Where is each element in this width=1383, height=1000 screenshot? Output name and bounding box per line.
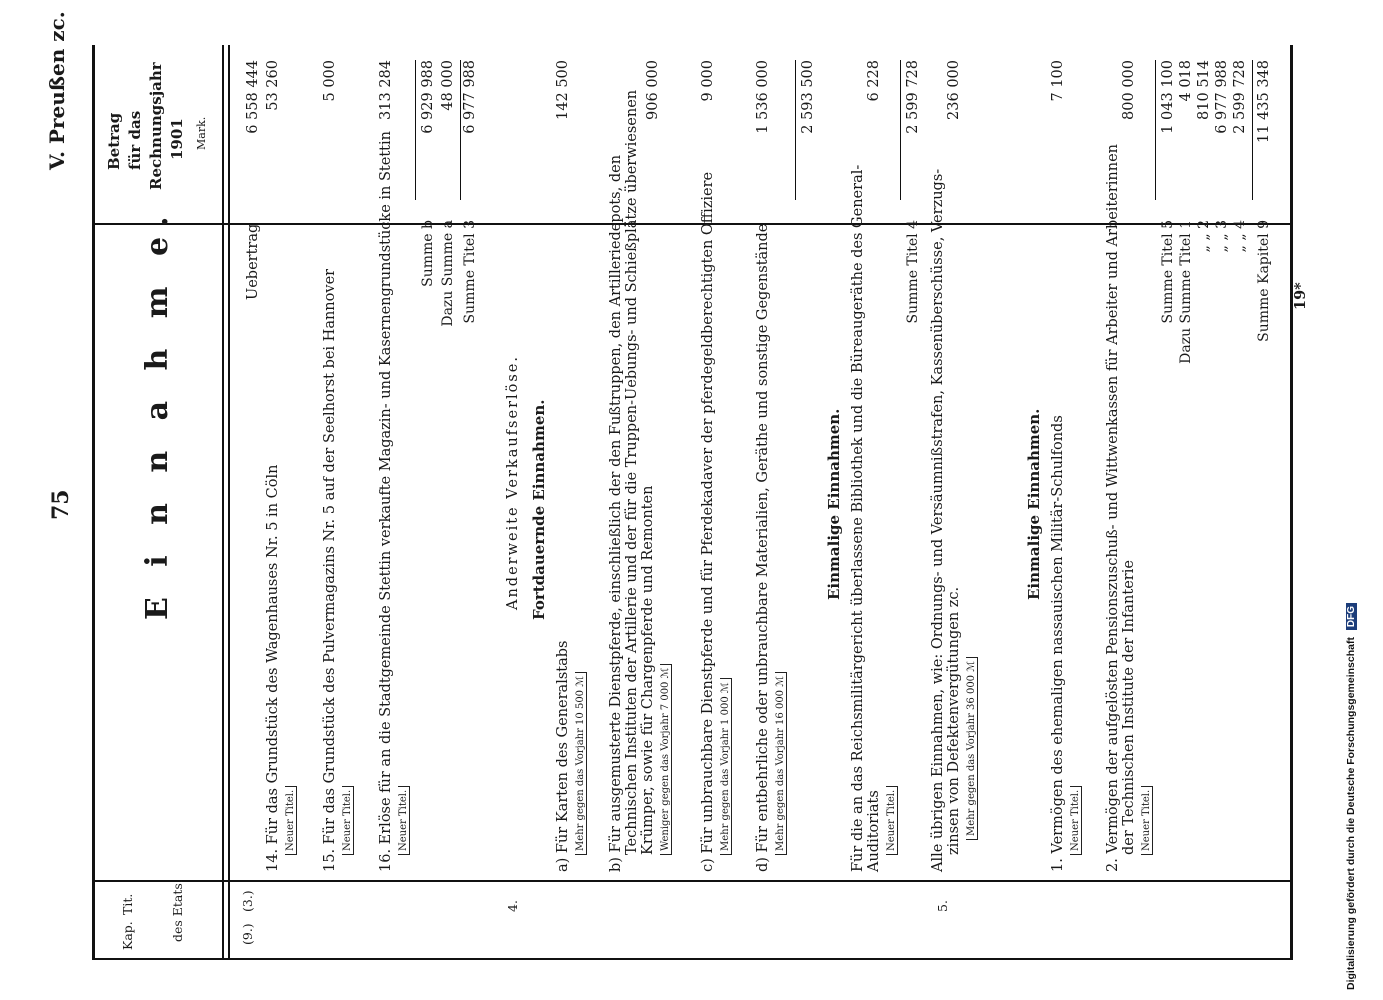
item-4d-label: d) Für entbehrliche oder unbrauchbare Materialien, Geräthe und sonstige Gegenstände (755, 223, 771, 872)
col-betrag: Betrag (105, 112, 123, 170)
row-16-label: 16. Erlöse für an die Stadtgemeinde Stettin verkaufte Magazin- und Kasernengrundstücke in Stettin (378, 131, 394, 872)
sum-rule-1 (415, 60, 416, 200)
section-4-heading: Anderweite Verkaufserlöse. (505, 355, 521, 610)
sum-rule-2 (460, 60, 461, 200)
header-bottom-rule-2 (228, 45, 230, 960)
kap-value: (9.) (240, 923, 255, 945)
section-4-subheading: Fortdauernde Einnahmen. (530, 399, 548, 620)
kap-col-rule (92, 881, 1292, 883)
tit-value: (3.) (240, 890, 255, 912)
section-5-item-2-label-2: der Technischen Institute der Infanterie (1121, 560, 1137, 855)
total-titel-5-label: Summe Titel 5 (1160, 220, 1176, 324)
top-rule (92, 45, 95, 960)
total-titel-3-label: „ „ 3 (1214, 220, 1230, 253)
row-14-note: Neuer Titel. (285, 786, 297, 855)
total-titel-1-label: Dazu Summe Titel 1 (1178, 220, 1194, 364)
uebertrag-label: Uebertrag (245, 223, 261, 300)
item-4c-amount: 9 000 (700, 60, 716, 102)
col-year: 1901 (168, 118, 186, 160)
page-number: 75 (48, 489, 74, 520)
row-15-amount: 5 000 (322, 60, 338, 102)
signature-mark: 19* (1292, 282, 1309, 310)
row-15-note: Neuer Titel. (342, 786, 354, 855)
summe-b-label: Summe b (420, 220, 436, 287)
total-titel-3-amount: 6 977 988 (1214, 60, 1230, 134)
col-des-etats-label: des Etats. (170, 879, 185, 942)
item-4b-label-1: b) Für ausgemusterte Dienstpferde, einschließlich der den Fußtruppen, den Artilleriedepots, den (608, 154, 624, 872)
summe-titel-4-amount: 2 599 728 (905, 60, 921, 134)
section-4-einmalige-label-2: Auditoriats (866, 790, 882, 872)
col-fuer-das: für das (126, 110, 144, 170)
section-5-item-1-label: 1. Vermögen des ehemaligen nassauischen Militär-Schulfonds (1050, 415, 1066, 872)
col-mark: Mark. (195, 116, 208, 150)
row-16-note: Neuer Titel. (398, 786, 410, 855)
section-4-einmalige-note: Neuer Titel. (886, 786, 898, 855)
section-4-einmalige-label-1: Für die an das Reichsmilitärgericht überlassene Bibliothek und die Büreaugeräthe des General- (850, 164, 866, 872)
sum-rule-6 (1252, 60, 1253, 200)
total-titel-5-amount: 1 043 100 (1160, 60, 1176, 134)
bottom-rule (1290, 45, 1293, 960)
col-tit-label: Tit. (120, 893, 135, 915)
row-16-amount: 313 284 (378, 60, 394, 120)
item-4c-label: c) Für unbrauchbare Dienstpferde und für Pferdekadaver der pferdegeldberechtigten Offiziere (700, 171, 716, 872)
item-4a-note: Mehr gegen das Vorjahr 10 500 ℳ (575, 672, 587, 855)
item-4b-label-2: Technischen Instituten der Artillerie und der für die Truppen-Uebungs- und Schießplätze überwiesenen (624, 89, 640, 855)
summe-b-amount: 6 929 988 (420, 60, 436, 134)
total-titel-2-label: „ „ 2 (1196, 220, 1212, 253)
item-4a-label: a) Für Karten des Generalstabs (555, 640, 571, 872)
page-title: E i n n a h m e. (140, 206, 175, 620)
dazu-summe-a-label: Dazu Summe a (440, 220, 456, 327)
left-rule (92, 959, 1292, 961)
total-titel-2-amount: 810 514 (1196, 60, 1212, 120)
section-5-einmalige-heading: Einmalige Einnahmen. (1025, 408, 1043, 600)
grand-total-amount: 11 435 348 (1256, 60, 1272, 144)
section-5-label-2: zinsen von Defektenvergütungen zc. (946, 586, 962, 855)
header-bottom-rule (222, 45, 224, 960)
summe-titel-3-label: Summe Titel 3 (462, 220, 478, 324)
grand-total-label: Summe Kapitel 9 (1256, 220, 1272, 342)
tit-4: 4. (505, 900, 520, 912)
dfg-logo: DFG (1346, 603, 1357, 630)
row-14-amount: 53 260 (265, 60, 281, 111)
total-titel-4-amount: 2 599 728 (1232, 60, 1248, 134)
item-4b-label-3: Krümper, sowie für Chargenpferde und Remonten (640, 485, 656, 855)
section-4-einmalige-amount: 6 228 (866, 60, 882, 102)
item-4c-note: Mehr gegen das Vorjahr 1 000 ℳ (720, 678, 732, 855)
sum-rule-4 (900, 60, 901, 200)
total-titel-4-label: „ „ 4 (1232, 220, 1248, 253)
section-4-subtotal: 2 593 500 (800, 60, 816, 134)
section-5-note: Mehr gegen das Vorjahr 36 000 ℳ (966, 657, 978, 840)
sum-rule-5 (1155, 60, 1156, 200)
uebertrag-amount: 6 558 444 (245, 60, 261, 134)
section-5-item-2-amount: 800 000 (1121, 60, 1137, 120)
section-5-item-2-note: Neuer Titel. (1141, 786, 1153, 855)
section-4-einmalige-heading: Einmalige Einnahmen. (825, 408, 843, 600)
section-5-amount: 236 000 (946, 60, 962, 120)
sum-rule-3 (795, 60, 796, 200)
col-kap-label: Kap. (120, 921, 135, 950)
section-5-label-1: Alle übrigen Einnahmen, wie: Ordnungs- und Versäumnißstrafen, Kassenüberschüsse, Verzugs- (930, 168, 946, 872)
tit-5: 5. (935, 900, 950, 912)
dazu-summe-a-amount: 48 000 (440, 60, 456, 111)
section-5-item-2-label-1: 2. Vermögen der aufgelösten Pensionszuschuß- und Wittwenkassen für Arbeiter und Arbeiterinnen (1105, 143, 1121, 872)
credit-text: Digitalisierung gefördert durch die Deutsche Forschungsgemeinschaft (1345, 637, 1357, 990)
total-titel-1-amount: 4 018 (1178, 60, 1194, 102)
summe-titel-4-label: Summe Titel 4 (905, 220, 921, 324)
col-rechnungsjahr: Rechnungsjahr (147, 62, 165, 190)
item-4d-amount: 1 536 000 (755, 60, 771, 134)
item-4b-amount: 906 000 (645, 60, 661, 120)
section-header: V. Preußen zc. (45, 11, 69, 170)
summe-titel-3-amount: 6 977 988 (462, 60, 478, 134)
item-4a-amount: 142 500 (555, 60, 571, 120)
row-14-label: 14. Für das Grundstück des Wagenhauses Nr. 5 in Cöln (265, 464, 281, 872)
section-5-item-1-amount: 7 100 (1050, 60, 1066, 102)
item-4d-note: Mehr gegen das Vorjahr 16 000 ℳ (775, 672, 787, 855)
row-15-label: 15. Für das Grundstück des Pulvermagazins Nr. 5 auf der Seelhorst bei Hannover (322, 268, 338, 872)
dfg-credit (1345, 400, 1357, 990)
item-4b-note: Weniger gegen das Vorjahr 7 000 ℳ (660, 664, 672, 855)
section-5-item-1-note: Neuer Titel. (1070, 786, 1082, 855)
